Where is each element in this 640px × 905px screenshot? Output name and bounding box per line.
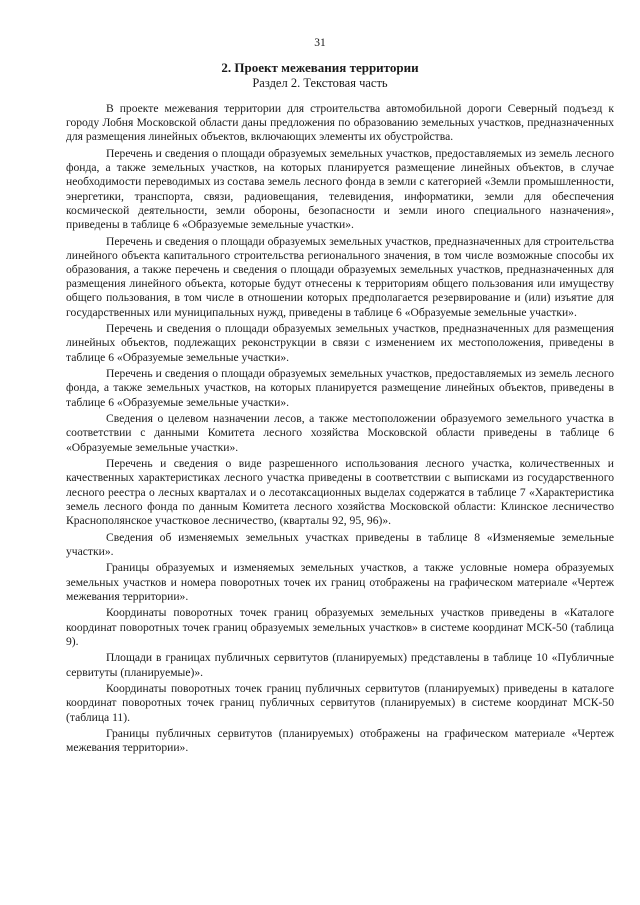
paragraph: Перечень и сведения о виде разрешенного использования лесного участка, количественных и качественных характеристиках лесного участка приведены в соответствии с выписками из государственного лесного реестра о лесных кварталах и о лесотаксационных выделах содержатся в таблице 7 «Характеристика земель лесного фонда по данным Комитета лесного хозяйства Московской области: Клинское лесничество Краснополянское участковое лесничество, (кварталы 92, 95, 96)».	[66, 457, 614, 528]
section-subtitle: Раздел 2. Текстовая часть	[252, 76, 388, 90]
paragraph: Границы образуемых и изменяемых земельных участков, а также условные номера образуемых земельных участков и номера поворотных точек их границ отображены на графическом материале «Чертеж межевания территории».	[66, 561, 614, 603]
paragraph: Координаты поворотных точек границ образуемых земельных участков приведены в «Каталоге координат поворотных точек границ образуемых земельных участков» в системе координат МСК-50 (таблица 9).	[66, 606, 614, 648]
paragraph: Перечень и сведения о площади образуемых земельных участков, предназначенных для строительства линейного объекта капитального строительства регионального значения, в том числе возможные способы их образования, а также перечень и сведения о площади образуемых земельных участков, предназначенных для размещения линейного объекта, которые будут отнесены к территориям общего пользования или имуществу общего пользования, в том числе в отношении которых предполагается резервирование и (или) изъятие для государственных или муниципальных нужд, приведены в таблице 6 «Образуемые земельные участки».	[66, 234, 614, 319]
paragraph: Сведения об изменяемых земельных участках приведены в таблице 8 «Изменяемые земельные участки».	[66, 530, 614, 558]
paragraph: Сведения о целевом назначении лесов, а также местоположении образуемого земельного участка в соответствии с данными Комитета лесного хозяйства Московской области приведены в таблице 6 «Образуемые земельные участки».	[66, 412, 614, 454]
paragraph: Перечень и сведения о площади образуемых земельных участков, предназначенных для размещения линейных объектов, подлежащих реконструкции в связи с изменением их местоположения, приведены в таблице 6 «Образуемые земельные участки».	[66, 322, 614, 364]
paragraph: Перечень и сведения о площади образуемых земельных участков, предоставляемых из земель лесного фонда, а также земельных участков, на которых планируется размещение линейных объектов, приведены в таблице 6 «Образуемые земельные участки».	[66, 367, 614, 409]
body-text	[66, 102, 614, 758]
page-number: 31	[314, 37, 326, 49]
paragraph: Границы публичных сервитутов (планируемых) отображены на графическом материале «Чертеж межевания территории».	[66, 727, 614, 755]
paragraph: Координаты поворотных точек границ публичных сервитутов (планируемых) приведены в каталоге координат поворотных точек границ публичных сервитутов (планируемых) в системе координат МСК-50 (таблица 11).	[66, 682, 614, 724]
paragraph: В проекте межевания территории для строительства автомобильной дороги Северный подъезд к городу Лобня Московской области даны предложения по образованию земельных участков, предназначенных для размещения линейных объектов, включающих элементы их обустройства.	[66, 102, 614, 144]
paragraph: Площади в границах публичных сервитутов (планируемых) представлены в таблице 10 «Публичные сервитуты (планируемые)».	[66, 651, 614, 679]
section-title: 2. Проект межевания территории	[221, 60, 419, 75]
paragraph: Перечень и сведения о площади образуемых земельных участков, предоставляемых из земель лесного фонда, а также земельных участков, на которых планируется размещение линейных объектов, в случае необходимости переводимых из состава земель лесного фонда в земли с категорией «Земли промышленности, энергетики, транспорта, связи, радиовещания, телевидения, информатики, земли для обеспечения космической деятельности, земли обороны, безопасности и земли иного специального назначения», приведены в таблице 6 «Образуемые земельные участки».	[66, 147, 614, 232]
